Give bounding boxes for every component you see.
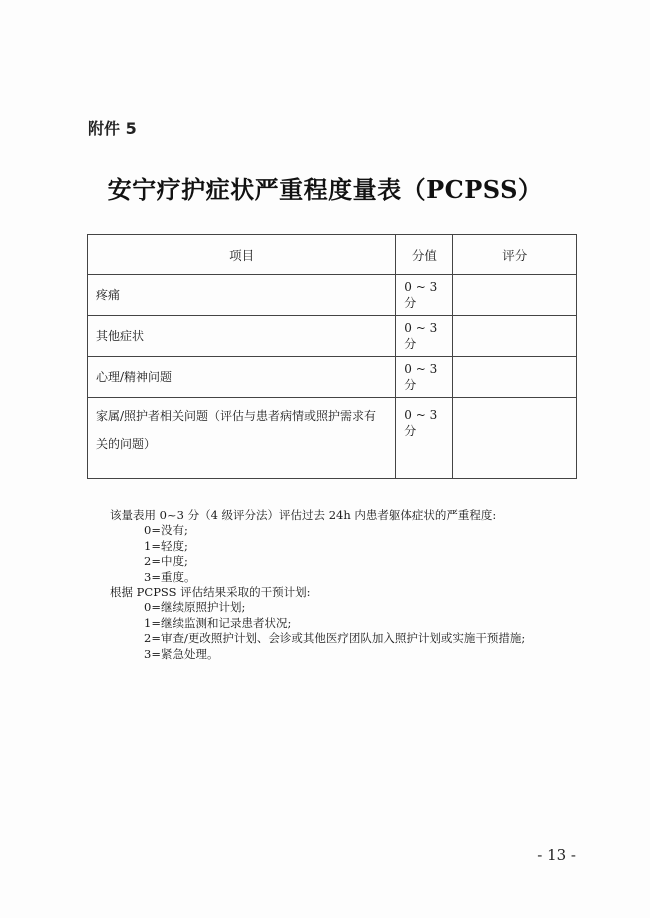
row-score-cell[interactable] <box>453 357 577 398</box>
table-row <box>88 398 577 479</box>
pcpss-table <box>87 234 577 479</box>
table-row <box>88 275 577 316</box>
scale-notes <box>110 508 525 662</box>
severity-level: 3=重度。 <box>144 569 196 584</box>
plan-level: 1=继续监测和记录患者状况; <box>144 615 292 630</box>
row-item-psychological: 心理/精神问题 <box>88 357 396 398</box>
header-score: 评分 <box>453 235 577 275</box>
notes-intro: 该量表用 0~3 分（4 级评分法）评估过去 24h 内患者躯体症状的严重程度: <box>110 508 497 522</box>
page-title: 安宁疗护症状严重程度量表（PCPSS） <box>107 175 543 204</box>
severity-level: 0=没有; <box>144 523 188 538</box>
row-score-cell[interactable] <box>453 398 577 479</box>
table-header-row <box>88 235 577 275</box>
row-score-range: 0 ~ 3 分 <box>396 357 453 398</box>
row-score-cell[interactable] <box>453 316 577 357</box>
plan-level: 0=继续原照护计划; <box>144 600 246 615</box>
page-number: - 13 - <box>537 846 576 864</box>
row-item-family-caregiver: 家属/照护者相关问题（评估与患者病情或照护需求有关的问题） <box>88 398 396 479</box>
row-item-pain: 疼痛 <box>88 275 396 316</box>
row-score-range: 0 ~ 3 分 <box>396 316 453 357</box>
row-item-other-symptoms: 其他症状 <box>88 316 396 357</box>
attachment-label: 附件 5 <box>88 119 137 138</box>
plan-intro: 根据 PCPSS 评估结果采取的干预计划: <box>110 585 311 600</box>
table-row <box>88 357 577 398</box>
header-score-range: 分值 <box>396 235 453 275</box>
row-score-range: 0 ~ 3 分 <box>396 398 453 479</box>
plan-level: 2=审查/更改照护计划、会诊或其他医疗团队加入照护计划或实施干预措施; <box>144 631 526 646</box>
row-score-range: 0 ~ 3 分 <box>396 275 453 316</box>
table-row <box>88 316 577 357</box>
severity-level: 1=轻度; <box>144 538 188 553</box>
severity-level: 2=中度; <box>144 554 188 569</box>
row-score-cell[interactable] <box>453 275 577 316</box>
header-item: 项目 <box>88 235 396 275</box>
plan-level: 3=紧急处理。 <box>144 646 219 661</box>
